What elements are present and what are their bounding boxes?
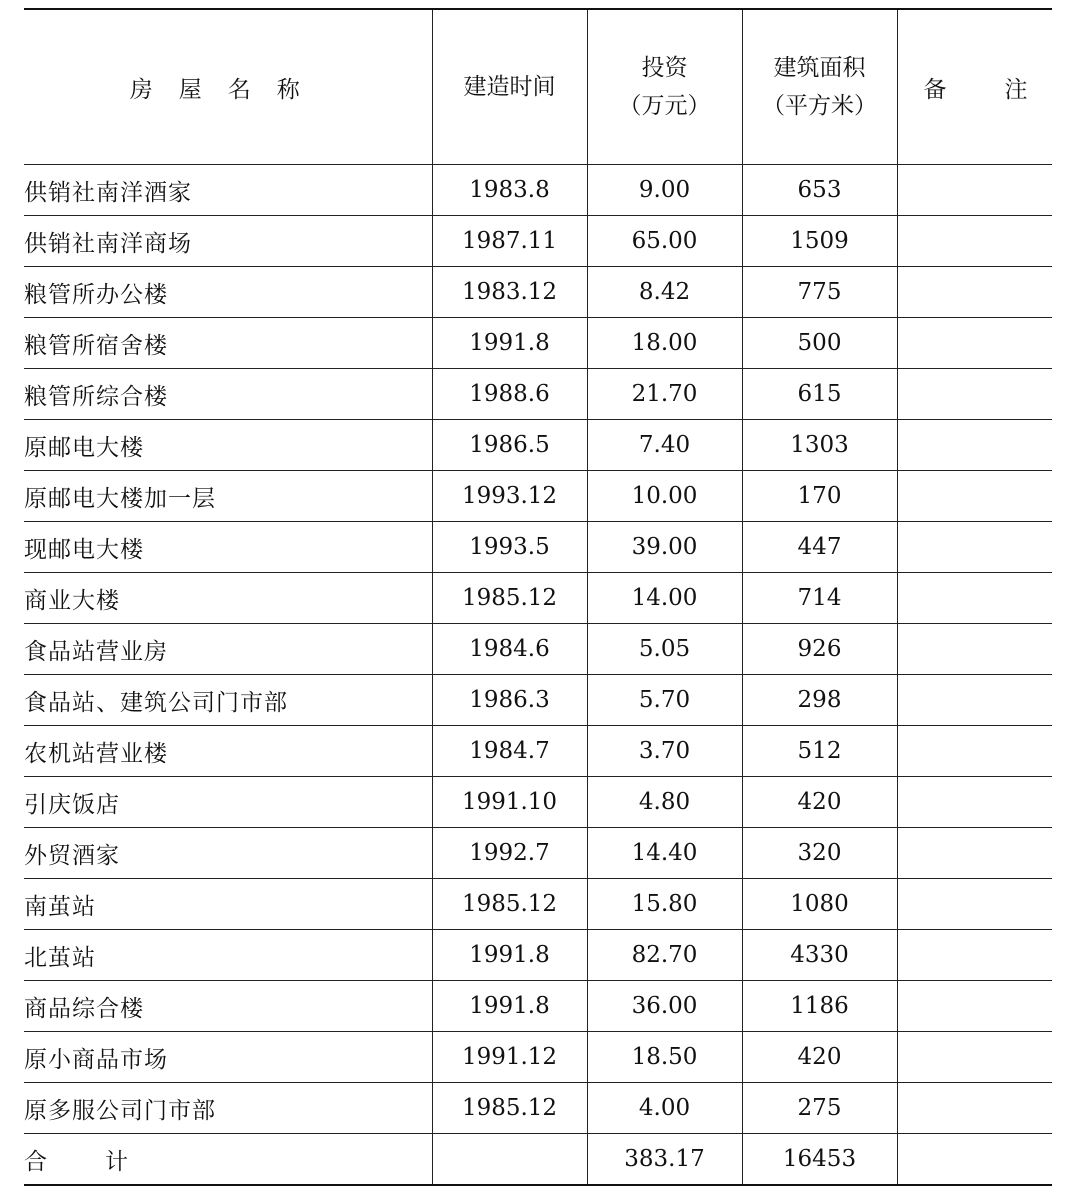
cell-investment: 10.00 <box>587 471 742 522</box>
cell-investment: 21.70 <box>587 369 742 420</box>
cell-building-name: 供销社南洋商场 <box>24 216 432 267</box>
cell-building-name: 北茧站 <box>24 930 432 981</box>
cell-remarks <box>897 1032 1052 1083</box>
cell-investment: 18.00 <box>587 318 742 369</box>
cell-remarks <box>897 471 1052 522</box>
table-row <box>24 573 1052 624</box>
cell-remarks <box>897 318 1052 369</box>
cell-remarks <box>897 522 1052 573</box>
cell-build-time: 1987.11 <box>432 216 587 267</box>
cell-building-name: 粮管所办公楼 <box>24 267 432 318</box>
cell-floor-area: 420 <box>742 1032 897 1083</box>
table-row <box>24 420 1052 471</box>
total-label <box>24 1134 432 1186</box>
cell-floor-area: 1080 <box>742 879 897 930</box>
table-row <box>24 318 1052 369</box>
cell-investment: 39.00 <box>587 522 742 573</box>
table-row <box>24 828 1052 879</box>
table-row <box>24 522 1052 573</box>
cell-remarks <box>897 726 1052 777</box>
cell-build-time: 1991.8 <box>432 981 587 1032</box>
cell-build-time: 1985.12 <box>432 879 587 930</box>
cell-build-time: 1985.12 <box>432 1083 587 1134</box>
cell-build-time: 1988.6 <box>432 369 587 420</box>
cell-investment: 14.00 <box>587 573 742 624</box>
cell-floor-area: 615 <box>742 369 897 420</box>
cell-building-name: 现邮电大楼 <box>24 522 432 573</box>
header-investment-label: 投资 <box>641 55 688 81</box>
cell-building-name: 粮管所综合楼 <box>24 369 432 420</box>
header-remarks <box>897 9 1052 165</box>
cell-remarks <box>897 369 1052 420</box>
cell-build-time: 1993.5 <box>432 522 587 573</box>
cell-building-name: 原多服公司门市部 <box>24 1083 432 1134</box>
cell-floor-area: 653 <box>742 165 897 216</box>
table-row <box>24 267 1052 318</box>
cell-building-name: 商业大楼 <box>24 573 432 624</box>
cell-build-time: 1983.12 <box>432 267 587 318</box>
header-remarks-char-1: 备 <box>923 76 947 103</box>
cell-building-name: 原邮电大楼加一层 <box>24 471 432 522</box>
cell-investment: 65.00 <box>587 216 742 267</box>
cell-building-name: 引庆饭店 <box>24 777 432 828</box>
table-row <box>24 981 1052 1032</box>
total-floor-area: 16453 <box>742 1134 897 1186</box>
table-row <box>24 675 1052 726</box>
total-row <box>24 1134 1052 1186</box>
cell-building-name: 农机站营业楼 <box>24 726 432 777</box>
cell-build-time: 1986.3 <box>432 675 587 726</box>
cell-investment: 8.42 <box>587 267 742 318</box>
cell-build-time: 1991.8 <box>432 930 587 981</box>
cell-investment: 4.80 <box>587 777 742 828</box>
header-remarks-char-2: 注 <box>1004 76 1028 103</box>
cell-floor-area: 275 <box>742 1083 897 1134</box>
cell-investment: 4.00 <box>587 1083 742 1134</box>
cell-build-time: 1991.10 <box>432 777 587 828</box>
cell-building-name: 食品站营业房 <box>24 624 432 675</box>
building-investment-table <box>24 8 1052 1186</box>
cell-building-name: 原邮电大楼 <box>24 420 432 471</box>
cell-remarks <box>897 981 1052 1032</box>
table-row <box>24 930 1052 981</box>
cell-build-time: 1991.12 <box>432 1032 587 1083</box>
header-floor-area-unit: （平方米） <box>762 93 877 119</box>
cell-remarks <box>897 675 1052 726</box>
header-row <box>24 9 1052 165</box>
cell-investment: 14.40 <box>587 828 742 879</box>
cell-floor-area: 4330 <box>742 930 897 981</box>
header-floor-area-label: 建筑面积 <box>773 55 866 81</box>
cell-floor-area: 926 <box>742 624 897 675</box>
cell-remarks <box>897 420 1052 471</box>
cell-build-time: 1993.12 <box>432 471 587 522</box>
cell-building-name: 供销社南洋酒家 <box>24 165 432 216</box>
table-row <box>24 471 1052 522</box>
cell-floor-area: 170 <box>742 471 897 522</box>
cell-investment: 5.70 <box>587 675 742 726</box>
table-row <box>24 1083 1052 1134</box>
cell-build-time: 1984.6 <box>432 624 587 675</box>
header-investment <box>587 9 742 165</box>
cell-floor-area: 420 <box>742 777 897 828</box>
total-investment: 383.17 <box>587 1134 742 1186</box>
table-row <box>24 1032 1052 1083</box>
cell-build-time: 1984.7 <box>432 726 587 777</box>
header-build-time-label: 建造时间 <box>463 74 556 100</box>
table-row <box>24 624 1052 675</box>
cell-remarks <box>897 573 1052 624</box>
cell-investment: 7.40 <box>587 420 742 471</box>
cell-remarks <box>897 879 1052 930</box>
cell-floor-area: 500 <box>742 318 897 369</box>
cell-remarks <box>897 930 1052 981</box>
table-row <box>24 879 1052 930</box>
cell-floor-area: 1303 <box>742 420 897 471</box>
table-body <box>24 165 1052 1186</box>
cell-remarks <box>897 267 1052 318</box>
cell-building-name: 粮管所宿舍楼 <box>24 318 432 369</box>
cell-build-time: 1986.5 <box>432 420 587 471</box>
table-row <box>24 369 1052 420</box>
cell-floor-area: 320 <box>742 828 897 879</box>
cell-building-name: 南茧站 <box>24 879 432 930</box>
cell-floor-area: 775 <box>742 267 897 318</box>
header-build-time <box>432 9 587 165</box>
total-label-char-1: 合 <box>24 1148 47 1175</box>
cell-floor-area: 1186 <box>742 981 897 1032</box>
total-remarks <box>897 1134 1052 1186</box>
cell-building-name: 外贸酒家 <box>24 828 432 879</box>
cell-remarks <box>897 828 1052 879</box>
cell-remarks <box>897 216 1052 267</box>
cell-building-name: 原小商品市场 <box>24 1032 432 1083</box>
total-label-char-2: 计 <box>105 1148 128 1175</box>
cell-investment: 18.50 <box>587 1032 742 1083</box>
cell-floor-area: 447 <box>742 522 897 573</box>
cell-investment: 9.00 <box>587 165 742 216</box>
cell-remarks <box>897 624 1052 675</box>
table-row <box>24 216 1052 267</box>
cell-investment: 82.70 <box>587 930 742 981</box>
cell-investment: 3.70 <box>587 726 742 777</box>
cell-remarks <box>897 777 1052 828</box>
cell-building-name: 商品综合楼 <box>24 981 432 1032</box>
cell-floor-area: 298 <box>742 675 897 726</box>
cell-build-time: 1992.7 <box>432 828 587 879</box>
cell-build-time: 1985.12 <box>432 573 587 624</box>
cell-remarks <box>897 165 1052 216</box>
total-build-time <box>432 1134 587 1186</box>
header-building-name: 房屋名称 <box>24 9 432 165</box>
header-investment-unit: （万元） <box>618 93 711 119</box>
cell-investment: 5.05 <box>587 624 742 675</box>
cell-building-name: 食品站、建筑公司门市部 <box>24 675 432 726</box>
table-row <box>24 165 1052 216</box>
cell-floor-area: 512 <box>742 726 897 777</box>
cell-floor-area: 714 <box>742 573 897 624</box>
table-row <box>24 726 1052 777</box>
table-row <box>24 777 1052 828</box>
cell-build-time: 1991.8 <box>432 318 587 369</box>
cell-floor-area: 1509 <box>742 216 897 267</box>
cell-remarks <box>897 1083 1052 1134</box>
header-floor-area <box>742 9 897 165</box>
cell-build-time: 1983.8 <box>432 165 587 216</box>
cell-investment: 15.80 <box>587 879 742 930</box>
cell-investment: 36.00 <box>587 981 742 1032</box>
